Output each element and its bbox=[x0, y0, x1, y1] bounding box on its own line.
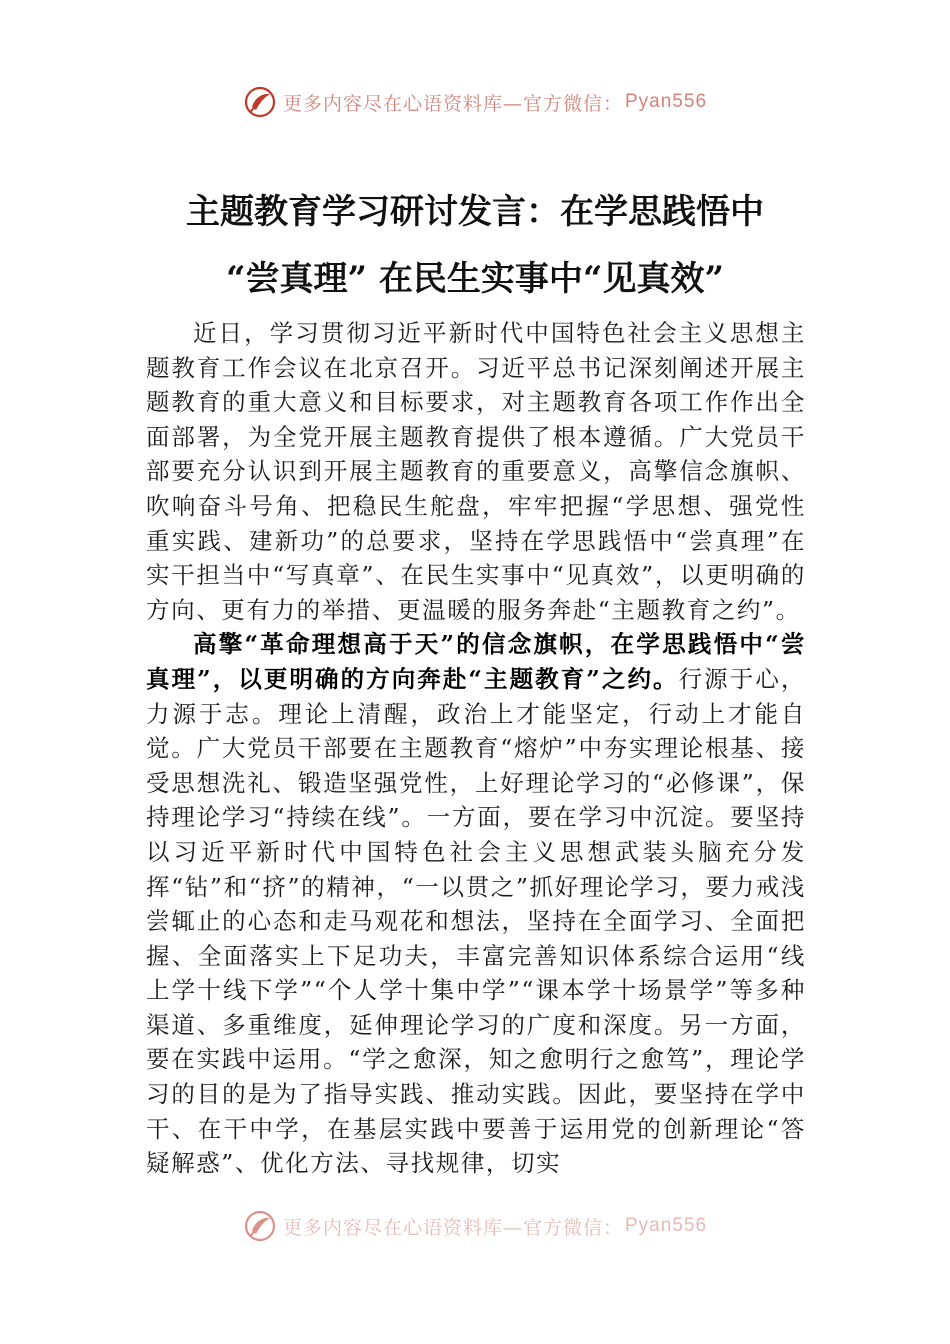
watermark-wechat-id: Pyan556 bbox=[625, 1215, 708, 1236]
document-title-line-1: 主题教育学习研讨发言：在学思践悟中 bbox=[186, 192, 764, 232]
header-watermark bbox=[0, 82, 950, 122]
document-body bbox=[146, 316, 806, 1216]
paragraph-intro bbox=[146, 316, 806, 627]
footer-watermark bbox=[0, 1206, 950, 1246]
document-title-line-2: “尝真理” 在民生实事中“见真效” bbox=[225, 259, 725, 299]
paragraph-text: 行源于心，力源于志。理论上清醒，政治上才能坚定，行动上才能自觉。广大党员干部要在主题教育“熔炉”中夯实理论根基、接受思想洗礼、锻造坚强党性，上好理论学习的“必修课”，保持理论学习“持续在线”。一方面，要在学习中沉淀。要坚持以习近平新时代中国特色社会主义思想武装头脑充分发挥“钻”和“挤”的精神，“一以贯之”抓好理论学习，要力戒浅尝辄止的心态和走马观花和想法，坚持在全面学习、全面把握、全面落实上下足功夫，丰富完善知识体系综合运用“线上学十线下学”“个人学十集中学”“课本学十场景学”等多种渠道、多重维度，延伸理论学习的广度和深度。另一方面，要在实践中运用。“学之愈深，知之愈明行之愈笃”，理论学习的目的是为了指导实践、推动实践。因此，要坚持在学中干、在干中学，在基层实践中要善于运用党的创新理论“答疑解惑”、优化方法、寻找规律，切实 bbox=[146, 664, 806, 1178]
logo-icon bbox=[243, 1209, 277, 1243]
watermark-wechat-id: Pyan556 bbox=[625, 91, 708, 112]
paragraph-lead: 高擎“革命理想高于天”的信念旗帜，在学思践悟中“尝真理”，以更明确的方向奔赴“主题教育”之约。 bbox=[146, 630, 806, 693]
paragraph-text: 近日，学习贯彻习近平新时代中国特色社会主义思想主题教育工作会议在北京召开。习近平总书记深刻阐述开展主题教育的重大意义和目标要求，对主题教育各项工作作出全面部署，为全党开展主题教育提供了根本遵循。广大党员干部要充分认识到开展主题教育的重要意义，高擎信念旗帜、吹响奋斗号角、把稳民生舵盘，牢牢把握“学思想、强党性重实践、建新功”的总要求，坚持在学思践悟中“尝真理”在实干担当中“写真章”、在民生实事中“见真效”，以更明确的方向、更有力的举措、更温暖的服务奔赴“主题教育之约”。 bbox=[146, 319, 806, 624]
paragraph-section-1 bbox=[146, 627, 806, 1181]
watermark-text: 更多内容尽在心语资料库—官方微信： bbox=[282, 1216, 623, 1239]
logo-icon bbox=[243, 85, 277, 119]
watermark-text: 更多内容尽在心语资料库—官方微信： bbox=[282, 92, 623, 115]
